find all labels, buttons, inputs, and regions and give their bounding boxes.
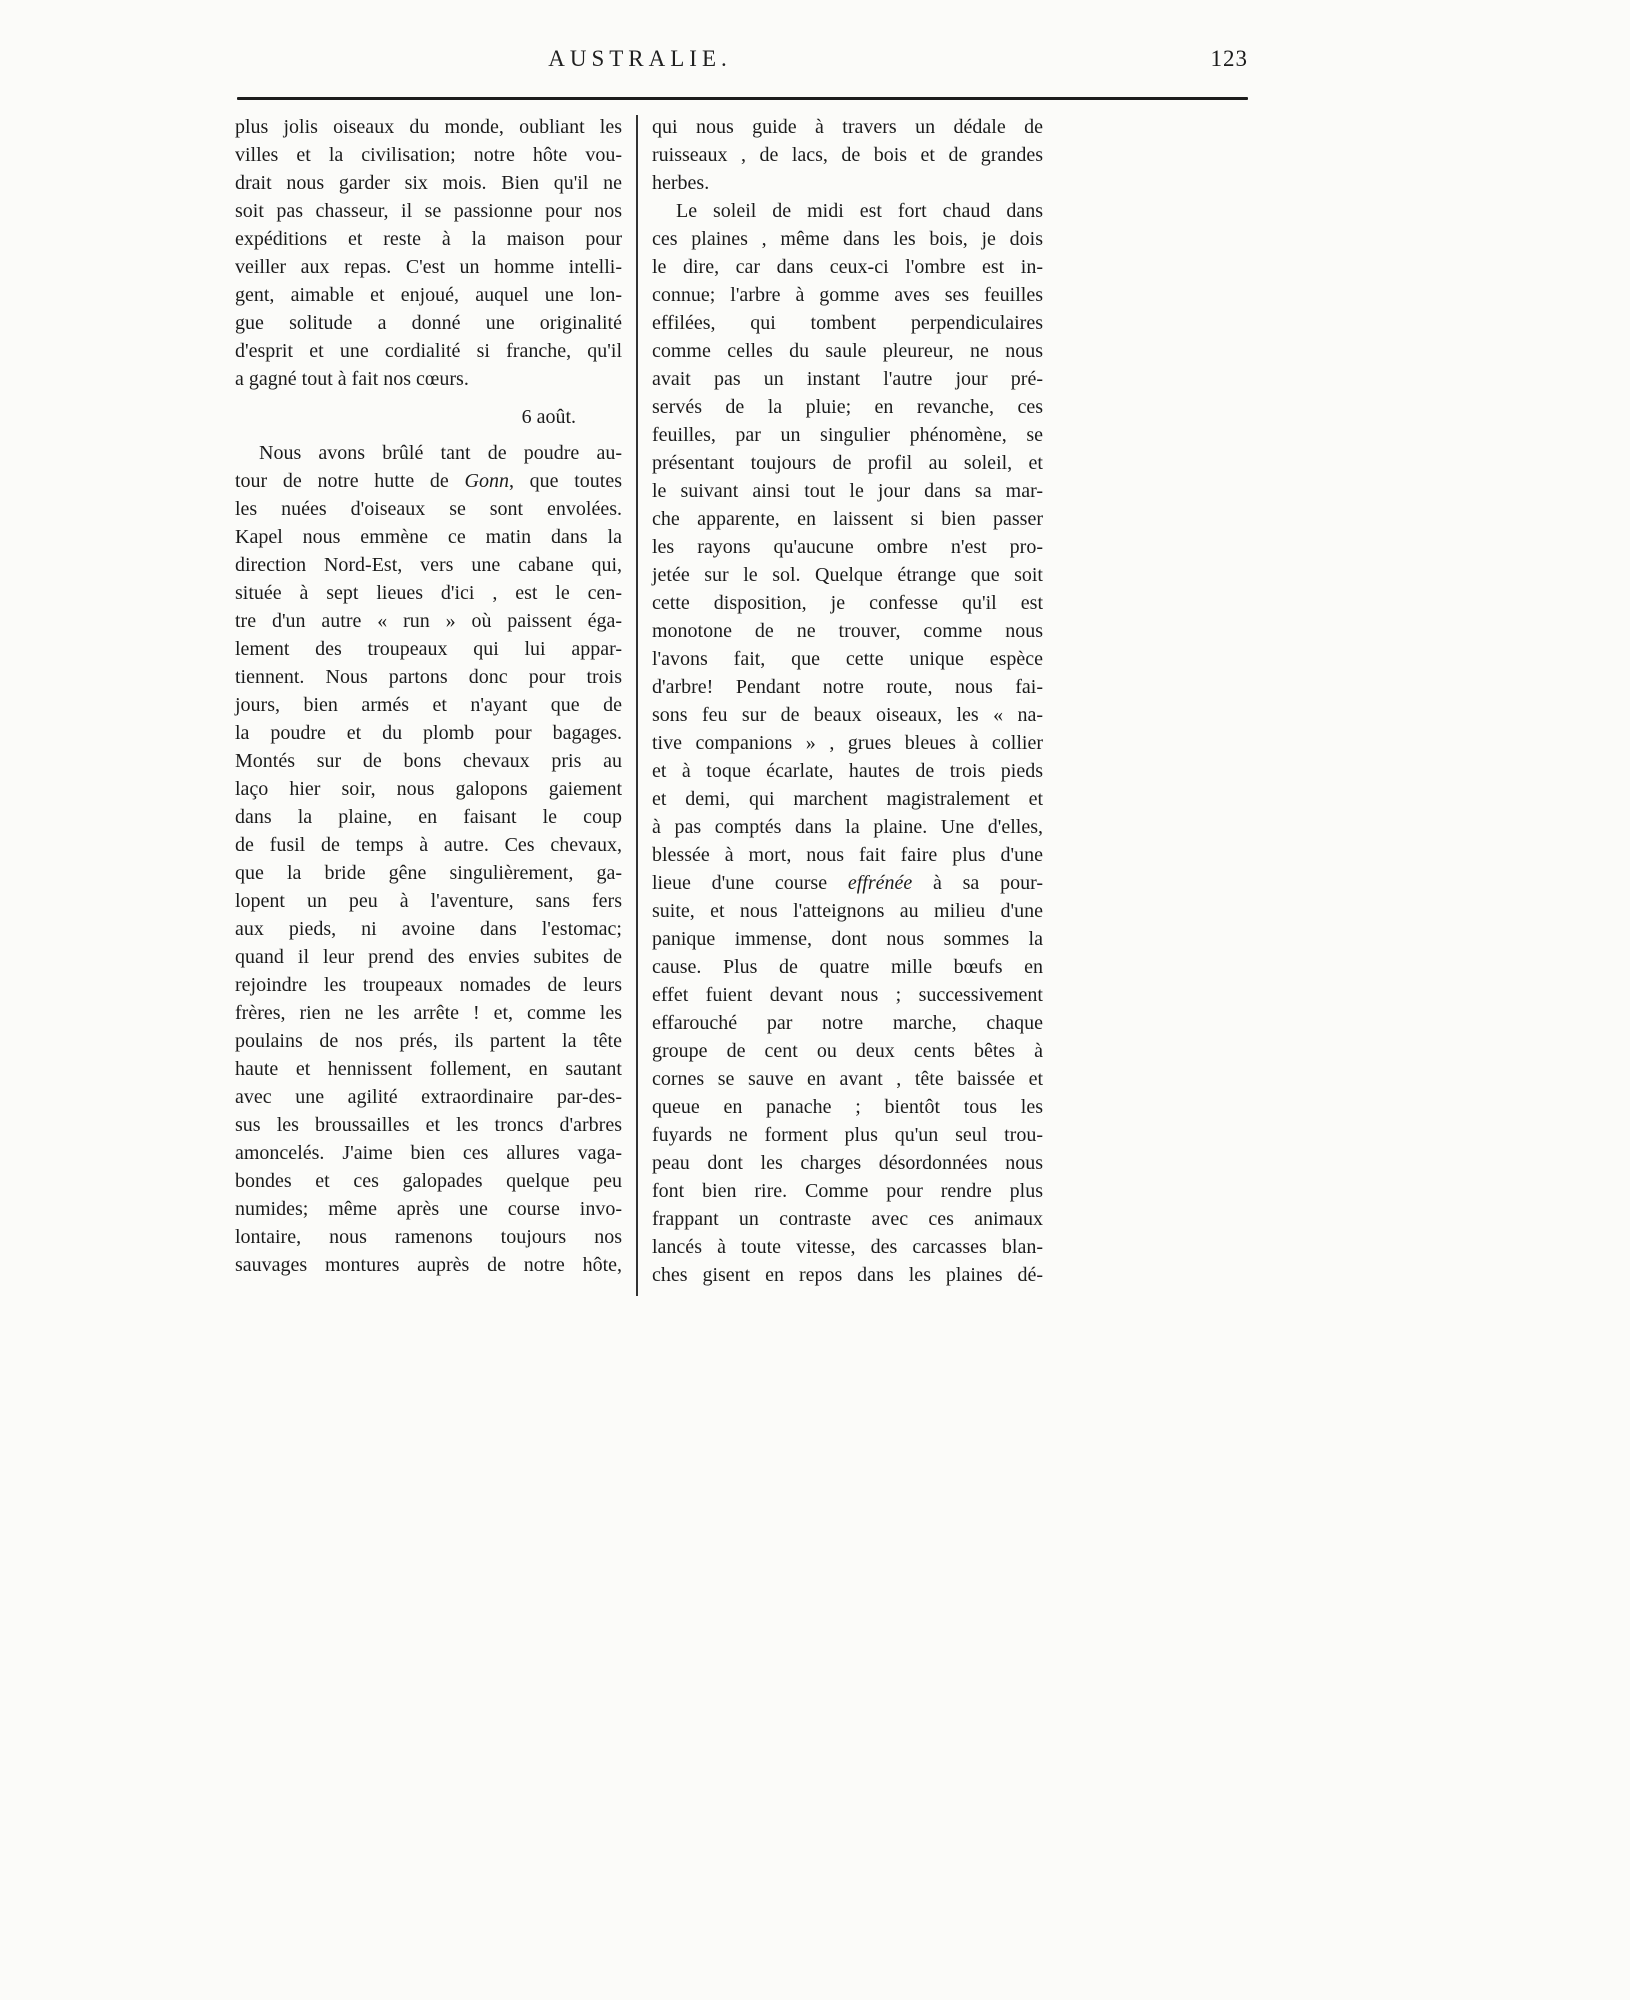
text-line: villes et la civilisation; notre hôte vou-: [235, 144, 622, 166]
text-line: présentant toujours de profil au soleil, et: [652, 452, 1043, 474]
text-line: laço hier soir, nous galopons gaiement: [235, 778, 622, 800]
text-line: expéditions et reste à la maison pour: [235, 228, 622, 250]
text-line: et à toque écarlate, hautes de trois pieds: [652, 760, 1043, 782]
text-line: lontaire, nous ramenons toujours nos: [235, 1226, 622, 1248]
text-line: dans la plaine, en faisant le coup: [235, 806, 622, 828]
paragraph: [652, 113, 1043, 197]
text-line: drait nous garder six mois. Bien qu'il ne: [235, 172, 622, 194]
text-line: jours, bien armés et n'ayant que de: [235, 694, 622, 716]
text-line: peau dont les charges désordonnées nous: [652, 1152, 1043, 1174]
text-line: la poudre et du plomb pour bagages.: [235, 722, 622, 744]
text-line: suite, et nous l'atteignons au milieu d'une: [652, 900, 1043, 922]
text-line: sus les broussailles et les troncs d'arbres: [235, 1114, 622, 1136]
text-line: feuilles, par un singulier phénomène, se: [652, 424, 1043, 446]
text-line: servés de la pluie; en revanche, ces: [652, 396, 1043, 418]
text-line: cette disposition, je confesse qu'il est: [652, 592, 1043, 614]
column-right: [652, 113, 1043, 1289]
text-line: ruisseaux , de lacs, de bois et de grandes: [652, 144, 1043, 166]
text-line: lopent un peu à l'aventure, sans fers: [235, 890, 622, 912]
text-line: fuyards ne forment plus qu'un seul trou-: [652, 1124, 1043, 1146]
text-line: Montés sur de bons chevaux pris au: [235, 750, 622, 772]
text-columns: [235, 113, 1045, 1296]
text-line: les rayons qu'aucune ombre n'est pro-: [652, 536, 1043, 558]
text-line: Nous avons brûlé tant de poudre au-: [259, 442, 622, 464]
text-line: aux pieds, ni avoine dans l'estomac;: [235, 918, 622, 940]
header-rule: [237, 97, 1248, 100]
text-line: lancés à toute vitesse, des carcasses blan-: [652, 1236, 1043, 1258]
text-line: l'avons fait, que cette unique espèce: [652, 648, 1043, 670]
text-line: groupe de cent ou deux cents bêtes à: [652, 1040, 1043, 1062]
text-line: lement des troupeaux qui lui appar-: [235, 638, 622, 660]
text-line: lieue d'une course effrénée à sa pour-: [652, 872, 1043, 894]
text-line: soit pas chasseur, il se passionne pour nos: [235, 200, 622, 222]
text-line: frappant un contraste avec ces animaux: [652, 1208, 1043, 1230]
text-line: sauvages montures auprès de notre hôte,: [235, 1254, 622, 1276]
text-line: monotone de ne trouver, comme nous: [652, 620, 1043, 642]
text-line: haute et hennissent follement, en sautant: [235, 1058, 622, 1080]
text-line: effilées, qui tombent perpendiculaires: [652, 312, 1043, 334]
text-line: sons feu sur de beaux oiseaux, les « na-: [652, 704, 1043, 726]
text-line: tour de notre hutte de Gonn, que toutes: [235, 470, 622, 492]
text-line: située à sept lieues d'ici , est le cen-: [235, 582, 622, 604]
text-line: gue solitude a donné une originalité: [235, 312, 622, 334]
text-line: tiennent. Nous partons donc pour trois: [235, 666, 622, 688]
text-line: de fusil de temps à autre. Ces chevaux,: [235, 834, 622, 856]
text-line: ches gisent en repos dans les plaines dé-: [652, 1264, 1043, 1286]
column-left: [235, 113, 622, 1279]
text-line: veiller aux repas. C'est un homme intelli-: [235, 256, 622, 278]
text-line: panique immense, dont nous sommes la: [652, 928, 1043, 950]
paragraph: [235, 113, 622, 393]
dateline: 6 août.: [521, 406, 576, 428]
text-line: che apparente, en laissent si bien passer: [652, 508, 1043, 530]
text-line: frères, rien ne les arrête ! et, comme les: [235, 1002, 622, 1024]
text-line: bondes et ces galopades quelque peu: [235, 1170, 622, 1192]
text-line: d'esprit et une cordialité si franche, qu'il: [235, 340, 622, 362]
text-line: d'arbre! Pendant notre route, nous fai-: [652, 676, 1043, 698]
text-line: gent, aimable et enjoué, auquel une lon-: [235, 284, 622, 306]
text-line: tive companions » , grues bleues à collier: [652, 732, 1043, 754]
text-line: poulains de nos prés, ils partent la tête: [235, 1030, 622, 1052]
text-line: effarouché par notre marche, chaque: [652, 1012, 1043, 1034]
text-line: quand il leur prend des envies subites de: [235, 946, 622, 968]
text-line: herbes.: [652, 172, 710, 194]
text-line: connue; l'arbre à gomme aves ses feuilles: [652, 284, 1043, 306]
text-line: direction Nord-Est, vers une cabane qui,: [235, 554, 622, 576]
text-line: rejoindre les troupeaux nomades de leurs: [235, 974, 622, 996]
text-line: comme celles du saule pleureur, ne nous: [652, 340, 1043, 362]
text-line: avait pas un instant l'autre jour pré-: [652, 368, 1043, 390]
text-line: effet fuient devant nous ; successivement: [652, 984, 1043, 1006]
page-header-title: AUSTRALIE.: [548, 46, 732, 71]
text-line: ces plaines , même dans les bois, je dois: [652, 228, 1043, 250]
page-number: 123: [1210, 46, 1248, 71]
text-line: le suivant ainsi tout le jour dans sa mar-: [652, 480, 1043, 502]
text-line: queue en panache ; bientôt tous les: [652, 1096, 1043, 1118]
text-line: Kapel nous emmène ce matin dans la: [235, 526, 622, 548]
text-line: Le soleil de midi est fort chaud dans: [676, 200, 1043, 222]
text-line: le dire, car dans ceux-ci l'ombre est in-: [652, 256, 1043, 278]
text-line: jetée sur le sol. Quelque étrange que soit: [652, 564, 1043, 586]
text-line: font bien rire. Comme pour rendre plus: [652, 1180, 1043, 1202]
text-line: avec une agilité extraordinaire par-des-: [235, 1086, 622, 1108]
text-line: cause. Plus de quatre mille bœufs en: [652, 956, 1043, 978]
text-line: amoncelés. J'aime bien ces allures vaga-: [235, 1142, 622, 1164]
text-line: que la bride gêne singulièrement, ga-: [235, 862, 622, 884]
text-line: cornes se sauve en avant , tête baissée et: [652, 1068, 1043, 1090]
text-line: à pas comptés dans la plaine. Une d'elles,: [652, 816, 1043, 838]
text-line: tre d'un autre « run » où paissent éga-: [235, 610, 622, 632]
text-line: blessée à mort, nous fait faire plus d'une: [652, 844, 1043, 866]
text-line: numides; même après une course invo-: [235, 1198, 622, 1220]
text-line: qui nous guide à travers un dédale de: [652, 116, 1043, 138]
text-line: a gagné tout à fait nos cœurs.: [235, 368, 469, 390]
text-line: plus jolis oiseaux du monde, oubliant les: [235, 116, 622, 138]
paragraph: [652, 197, 1043, 1289]
text-line: les nuées d'oiseaux se sont envolées.: [235, 498, 622, 520]
paragraph: [235, 439, 622, 1279]
column-divider-rule: [636, 115, 638, 1296]
text-line: et demi, qui marchent magistralement et: [652, 788, 1043, 810]
